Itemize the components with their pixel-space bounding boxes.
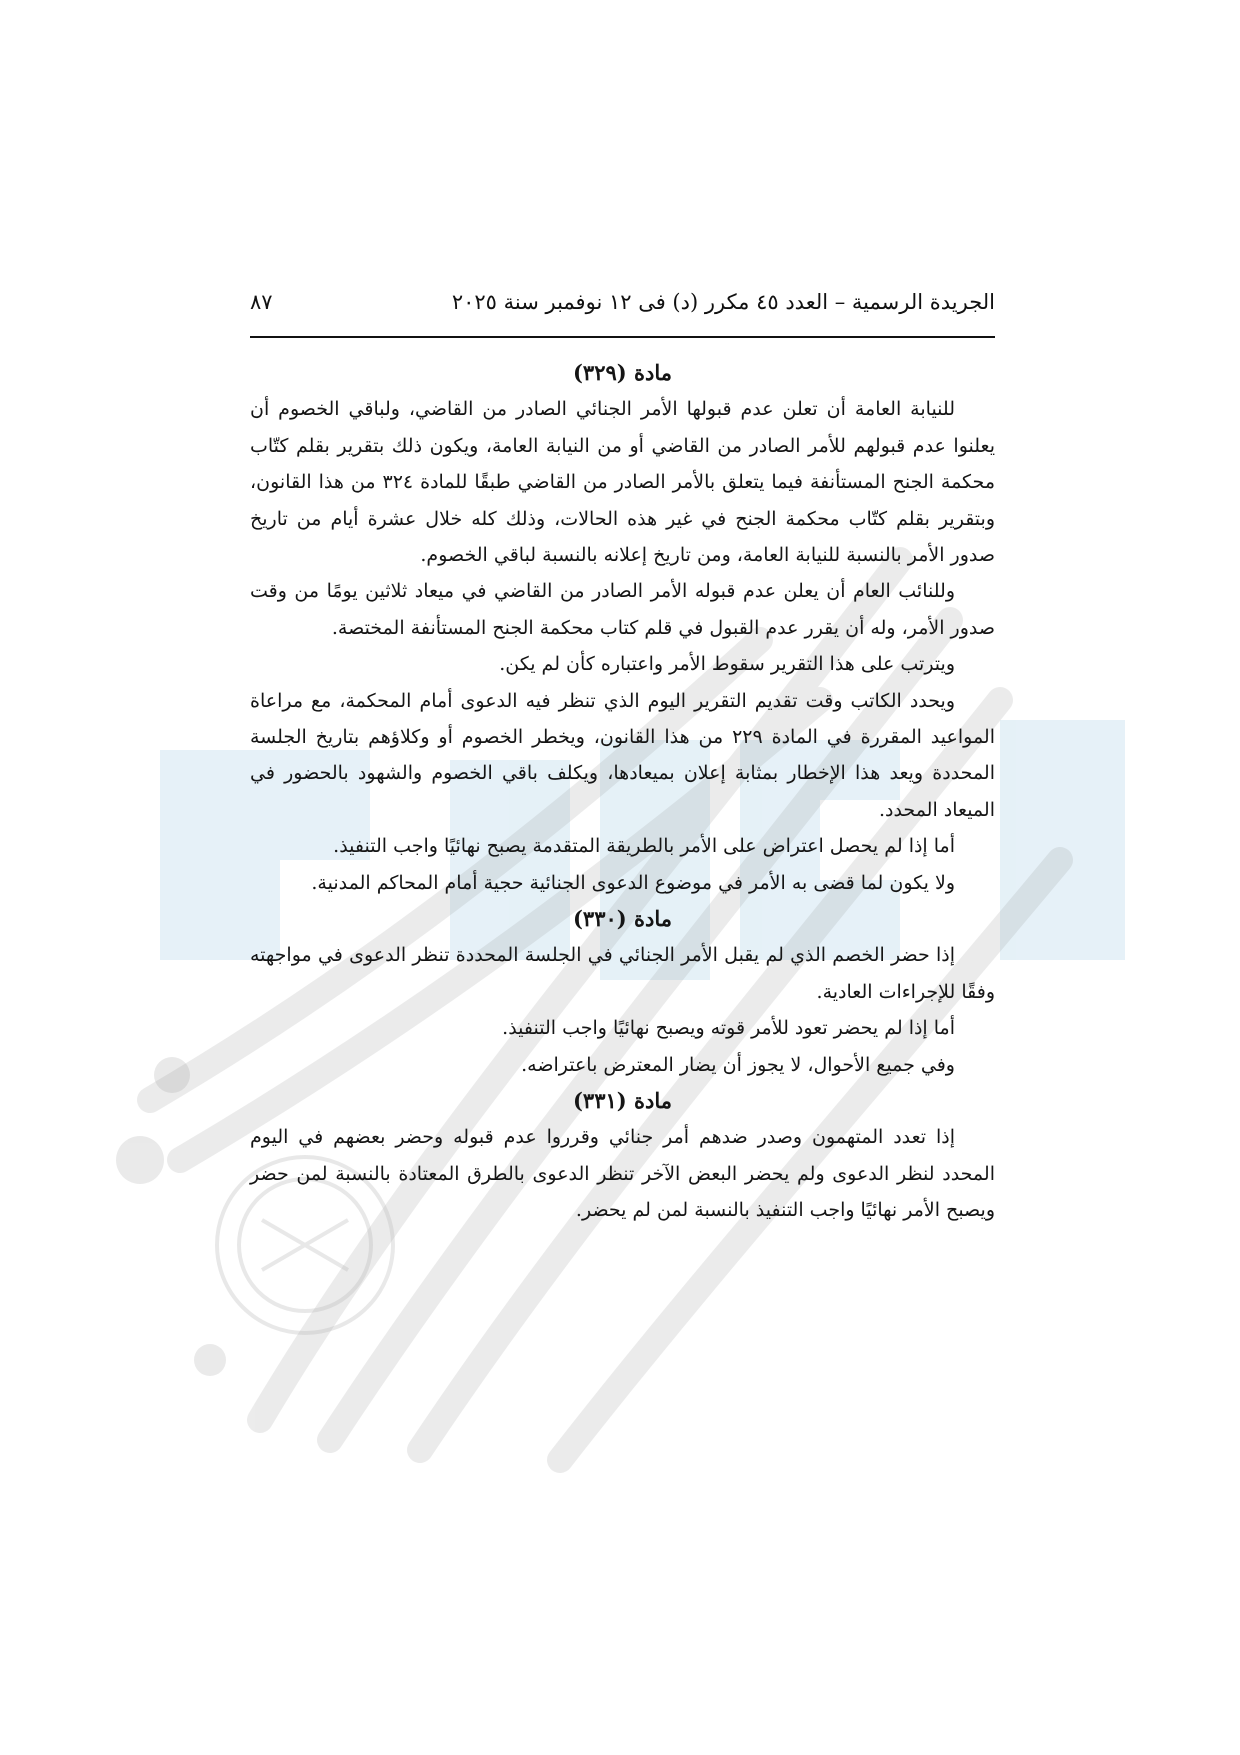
paragraph: وللنائب العام أن يعلن عدم قبوله الأمر الصادر من القاضي في ميعاد ثلاثين يومًا من وقت صدور الأمر، وله أن يقرر عدم القبول في قلم كتاب محكمة الجنح المستأنفة المختصة. — [250, 580, 995, 639]
paragraph: وفي جميع الأحوال، لا يجوز أن يضار المعترض باعتراضه. — [521, 1053, 955, 1076]
paragraph: ويترتب على هذا التقرير سقوط الأمر واعتباره كأن لم يكن. — [499, 653, 955, 676]
header-divider — [250, 336, 995, 338]
paragraph: أما إذا لم يحصل اعتراض على الأمر بالطريقة المتقدمة يصبح نهائيًا واجب التنفيذ. — [333, 835, 955, 858]
watermark-dots — [116, 1057, 226, 1376]
paragraph: ولا يكون لما قضى به الأمر في موضوع الدعوى الجنائية حجية أمام المحاكم المدنية. — [311, 871, 955, 894]
article-heading: مادة (٣٢٩) — [572, 360, 673, 385]
paragraph: للنيابة العامة أن تعلن عدم قبولها الأمر الجنائي الصادر من القاضي، ولباقي الخصوم أن يعلنوا عدم قبولهم للأمر الصادر من القاضي أو من النيابة العامة، ويكون ذلك بتقرير بقلم كتّاب محكمة الجنح المستأنفة فيما يتعلق بالأمر الصادر من القاضي طبقًا للمادة ٣٢٤ من هذا القانون، وبتقرير بقلم كتّاب محكمة الجنح في غير هذه الحالات، وذلك كله خلال عشرة أيام من تاريخ صدور الأمر بالنسبة للنيابة العامة، ومن تاريخ إعلانه بالنسبة لباقي الخصوم. — [250, 398, 995, 567]
paragraph: إذا حضر الخصم الذي لم يقبل الأمر الجنائي في الجلسة المحددة تنظر الدعوى في مواجهته وفقًا للإجراءات العادية. — [250, 944, 995, 1003]
article-heading: مادة (٣٣١) — [572, 1088, 673, 1114]
gazette-title: الجريدة الرسمية – العدد ٤٥ مكرر (د) فى ١٢ نوفمبر سنة ٢٠٢٥ — [451, 290, 995, 314]
paragraph: ويحدد الكاتب وقت تقديم التقرير اليوم الذي تنظر فيه الدعوى أمام المحكمة، مع مراعاة المواعيد المقررة في المادة ٢٢٩ من هذا القانون، ويخطر الخصوم أو وكلاؤهم بتاريخ الجلسة المحددة ويعد هذا الإخطار بمثابة إعلان بميعادها، ويكلف باقي الخصوم والشهود بالحضور في الميعاد المحدد. — [250, 689, 995, 821]
document-body — [250, 355, 995, 1229]
paragraph: إذا تعدد المتهمون وصدر ضدهم أمر جنائي وقرروا عدم قبوله وحضر بعضهم في اليوم المحدد لنظر الدعوى ولم يحضر البعض الآخر تنظر الدعوى بالطرق المعتادة بالنسبة لمن حضر ويصبح الأمر نهائيًا واجب التنفيذ بالنسبة لمن لم يحضر. — [250, 1126, 995, 1222]
article-heading: مادة (٣٣٠) — [572, 906, 673, 932]
page-header — [250, 290, 995, 326]
page-number: ٨٧ — [250, 290, 273, 314]
paragraph: أما إذا لم يحضر تعود للأمر قوته ويصبح نهائيًا واجب التنفيذ. — [502, 1017, 955, 1040]
